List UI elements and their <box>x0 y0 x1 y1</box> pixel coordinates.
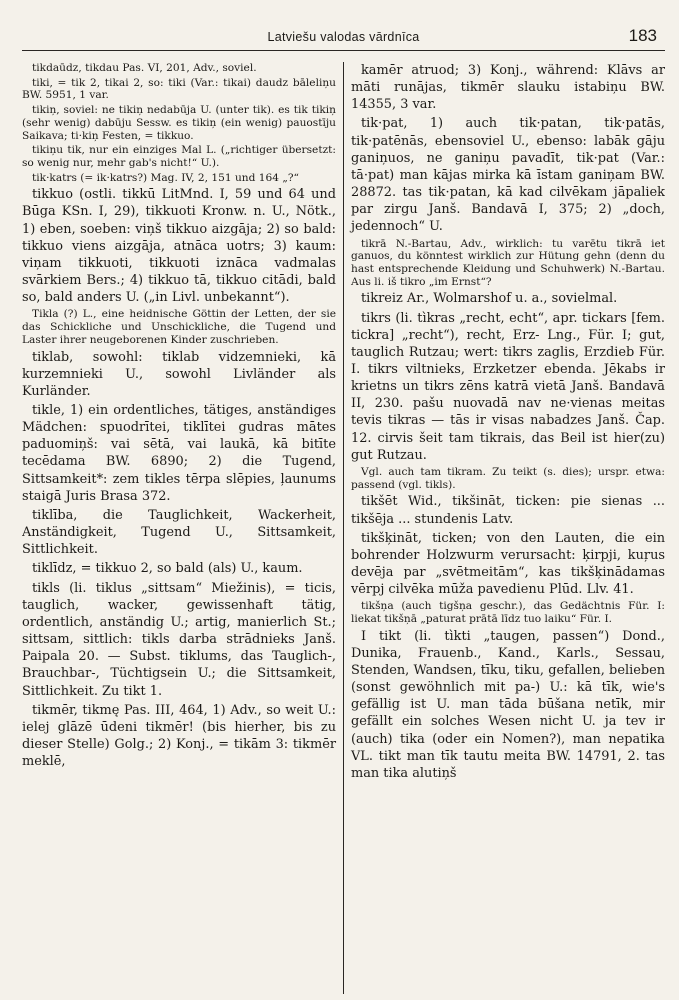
left-column <box>22 62 343 994</box>
dictionary-entry: tikrs (li. tìkras „recht, echt“, apr. tickars [fem. tickra] „recht“), recht, Erz- Lng., Für. I; gut, tauglich Rutzau; wert: tikrs zaglis, Erzdieb Für. I. tikrs viltnieks, Erzketzer ebenda. Jēkabs ir krietns un tikrs zēns katrā vietā Janš. Bandavā II, 230. pašu nuovadā nav ne·vienas meitas tevis tikras — tās ir visas nabadzes Janš. Čap. 12. cirvis šeit tam tikrais, das Beil ist hier(zu) gut Rutzau. <box>351 310 665 463</box>
page-number: 183 <box>628 26 657 45</box>
running-title: Latviešu valodas vārdnīca <box>267 30 420 44</box>
dictionary-entry: tikšēt Wid., tikšināt, ticken: pie sienas ... tikšēja ... stundenis Latv. <box>351 494 665 527</box>
dictionary-entry: Vgl. auch tam tikram. Zu teikt (s. dies); urspr. etwa: passend (vgl. tikls). <box>351 465 665 491</box>
dictionary-entry: tikiņ, soviel: ne tikiņ nedabūja U. (unter tik). es tik tikiņ (sehr wenig) dabūju Sessw. es tikiņ (ein wenig) pauostīju Saikava; ti·kiņ Festen, = tikkuo. <box>22 104 336 142</box>
dictionary-entry: tikkuo (ostli. tikkū LitMnd. I, 59 und 64 und Būga KSn. I, 29), tikkuoti Kronw. n. U., Nötk., 1) eben, soeben: viņš tikkuo aizgāja; 2) so bald: tikkuo viens aizgāja, atnāca uotrs; 3) kaum: viņam tikkuoti, tikkuoti iznāca vadmalas svārkiem Bers.; 4) tikkuo tā, tikkuo citādi, bald so, bald anders U. („in Livl. unbekannt“). <box>22 187 336 306</box>
dictionary-entry: tikdaūdz, tikdau Pas. VI, 201, Adv., soviel. <box>32 62 257 74</box>
dictionary-entry: tikiņu tik, nur ein einziges Mal L. („richtiger übersetzt: so wenig nur, mehr gab's nicht!“ U.). <box>22 144 336 169</box>
dictionary-entry: Tikla (?) L., eine heidnische Göttin der Letten, der sie das Schickliche und Unschickliche, die Tugend und Laster ihrer neugeborenen Kinder zuschrieben. <box>22 308 336 346</box>
dictionary-entry: tiki, = tik 2, tikai 2, so: tiki (Var.: tikai) daudz bāleliņu BW. 5951, 1 var. <box>22 76 336 102</box>
two-column-body <box>22 62 665 994</box>
dictionary-entry: kamēr atruod; 3) Konj., während: Klāvs ar māti runājas, tikmēr slauku istabiņu BW. 14355, 3 var. <box>351 63 665 113</box>
dictionary-entry: I tikt (li. tìkti „taugen, passen“) Dond., Dunika, Frauenb., Kand., Karls., Sessau, Stenden, Wandsen, tīku, tiku, gefallen, belieben (sonst gewöhnlich mit pa-) U.: kā tīk, wie's gefällig ist U. man tāda būšana netīk, mir gefällt ein solches Wesen nicht U. ja tev ir (auch) tika (oder ein Nomen?), man nepatika VL. tikt man tīk tautu meita BW. 14791, 2. tas man tika alutiņš <box>351 628 665 781</box>
dictionary-entry: tiklab, sowohl: tiklab vidzemnieki, kā kurzemnieki U., sowohl Livländer als Kurländer. <box>22 349 336 399</box>
dictionary-entry: tikšķināt, ticken; von den Lauten, die ein bohrender Holzwurm verursacht: ķirpji, kuŗus devēja par „svētmeitām“, kas tikšķinādamas vērpj cilvēka mūža pavedienu Plūd. Llv. 41. <box>351 530 665 598</box>
dictionary-entry: tik·pat, 1) auch tik·patan, tik·patās, tik·patēnās, ebensoviel U., ebenso: labāk gāju ganiņuos, ne ganiņu pavadīt, tik·pat (Var.: tā·pat) man kājas mirka kā īstam ganiņam BW. 28872. tas tik·patan, kā kad cilvēkam jāpaliek par zirgu Janš. Bandavā I, 375; 2) „doch, jedennoch“ U. <box>351 116 665 235</box>
dictionary-entry: tikšņa (auch tigšņa geschr.), das Gedächtnis Für. I: liekat tikšņā „paturat prātā līdz tuo laiku“ Für. I. <box>351 600 665 625</box>
page-header <box>22 22 665 48</box>
dictionary-entry: tikrā N.-Bartau, Adv., wirklich: tu varētu tikrā iet ganuos, du könntest wirklich zur Hütung gehn (denn du hast entsprechende Kleidung und Schuhwerk) N.-Bartau. Aus li. iš tikro „im Ernst“? <box>351 237 665 288</box>
dictionary-entry: tik·katrs (= ik·katrs?) Mag. IV, 2, 151 und 164 „?“ <box>32 171 299 184</box>
dictionary-entry: tikls (li. tiklus „sittsam“ Miežinis), = ticis, tauglich, wacker, gewissenhaft tätig, ordentlich, anständig U.; artig, manierlich St.; sittsam, sittlich: tikls darba strādnieks Janš. Paipala 20. — Subst. tiklums, das Tauglich-, Brauchbar-, Tüchtigsein U.; die Sittsamkeit, Sittlichkeit. Zu tikt 1. <box>22 580 336 699</box>
header-rule <box>22 50 665 51</box>
dictionary-entry: tiklība, die Tauglichkeit, Wackerheit, Anständigkeit, Tugend U., Sittsamkeit, Sittlichkeit. <box>22 507 336 558</box>
right-column <box>344 62 665 994</box>
dictionary-entry: tikle, 1) ein ordentliches, tätiges, anständiges Mädchen: spuodrītei, tiklītei gudras mātes paduomiņš: vai sētā, vai laukā, kā bitīte tecēdama BW. 6890; 2) die Tugend, Sittsamkeit*: zem tikles tērpa slēpies, ļaunums staigā Juris Brasa 372. <box>22 403 336 504</box>
dictionary-entry: tiklīdz, = tikkuo 2, so bald (als) U., kaum. <box>32 561 303 577</box>
dictionary-entry: tikreiz Ar., Wolmarshof u. a., sovielmal. <box>361 291 618 307</box>
dictionary-entry: tikmēr, tikmę Pas. III, 464, 1) Adv., so weit U.: ielej glāzē ūdeni tikmēr! (bis hierher, bis zu dieser Stelle) Golg.; 2) Konj., = tikām 3: tikmēr meklē, <box>22 702 336 770</box>
